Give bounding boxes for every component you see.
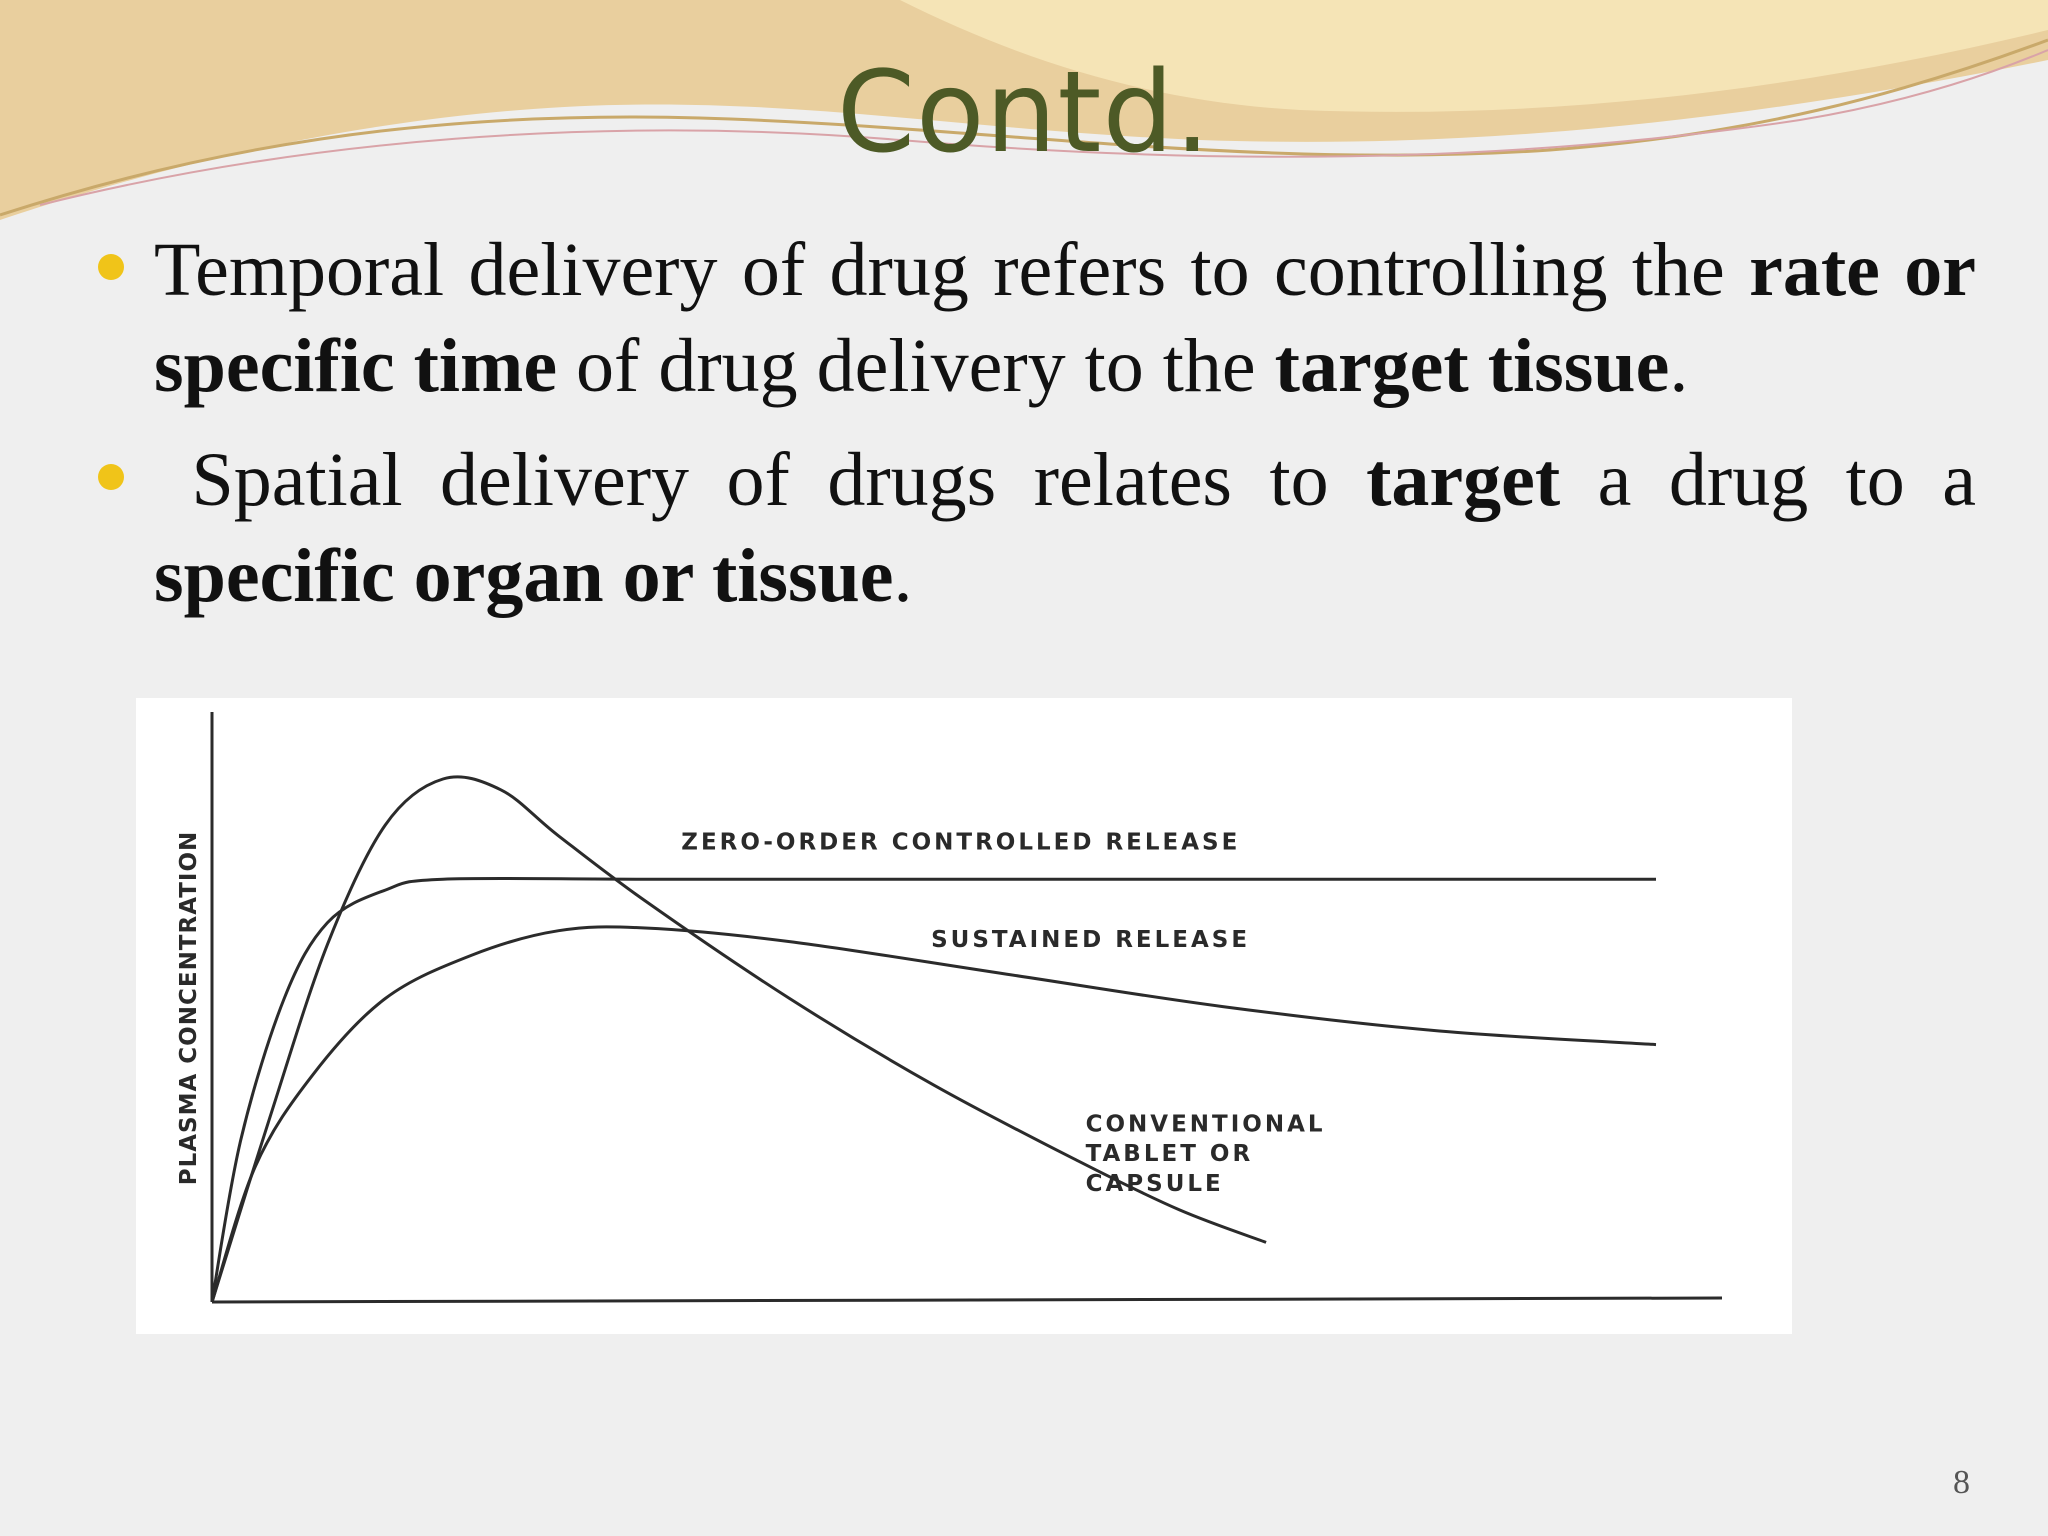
release-profile-chart [136,698,1792,1334]
series-label-layer [681,829,1325,1197]
series-line-2 [212,927,1656,1302]
bullet-spatial-delivery [92,432,1976,624]
y-axis-title: PLASMA CONCENTRATION [176,830,202,1186]
series-label-3-line-2: TABLET OR [1085,1141,1254,1168]
bullet-text-bold: rate or specific time [154,228,1976,408]
series-label-3: CONVENTIONAL [1085,1111,1326,1138]
bullet-dot-icon [98,254,124,280]
bullet-text-part: a drug to a [1560,438,1977,522]
bullet-text-bold: target tissue [1274,324,1670,408]
bullet-dot-icon [98,464,124,490]
slide-title: Contd. [836,48,1212,178]
page-number: 8 [1953,1464,1970,1501]
release-profile-figure [136,698,1792,1334]
bullet-text-bold: specific organ or tissue [154,534,894,618]
series-layer [212,777,1656,1302]
bullet-text-part: Temporal delivery of drug refers to controlling the [154,228,1750,312]
bullet-temporal-delivery [92,222,1976,414]
series-label-2: SUSTAINED RELEASE [931,927,1251,953]
bullet-list [92,222,1976,642]
bullet-text-part: of drug delivery to the [557,324,1275,408]
bullet-text-bold: target [1366,438,1561,522]
x-axis [212,1298,1722,1302]
bullet-text-part: . [893,534,913,618]
series-label-3-line-3: CAPSULE [1085,1170,1224,1197]
series-label-1: ZERO-ORDER CONTROLLED RELEASE [681,829,1241,856]
bullet-text-part: Spatial delivery of drugs relates to [154,438,1367,522]
series-line-3 [212,777,1266,1302]
bullet-text-part: . [1669,324,1689,408]
